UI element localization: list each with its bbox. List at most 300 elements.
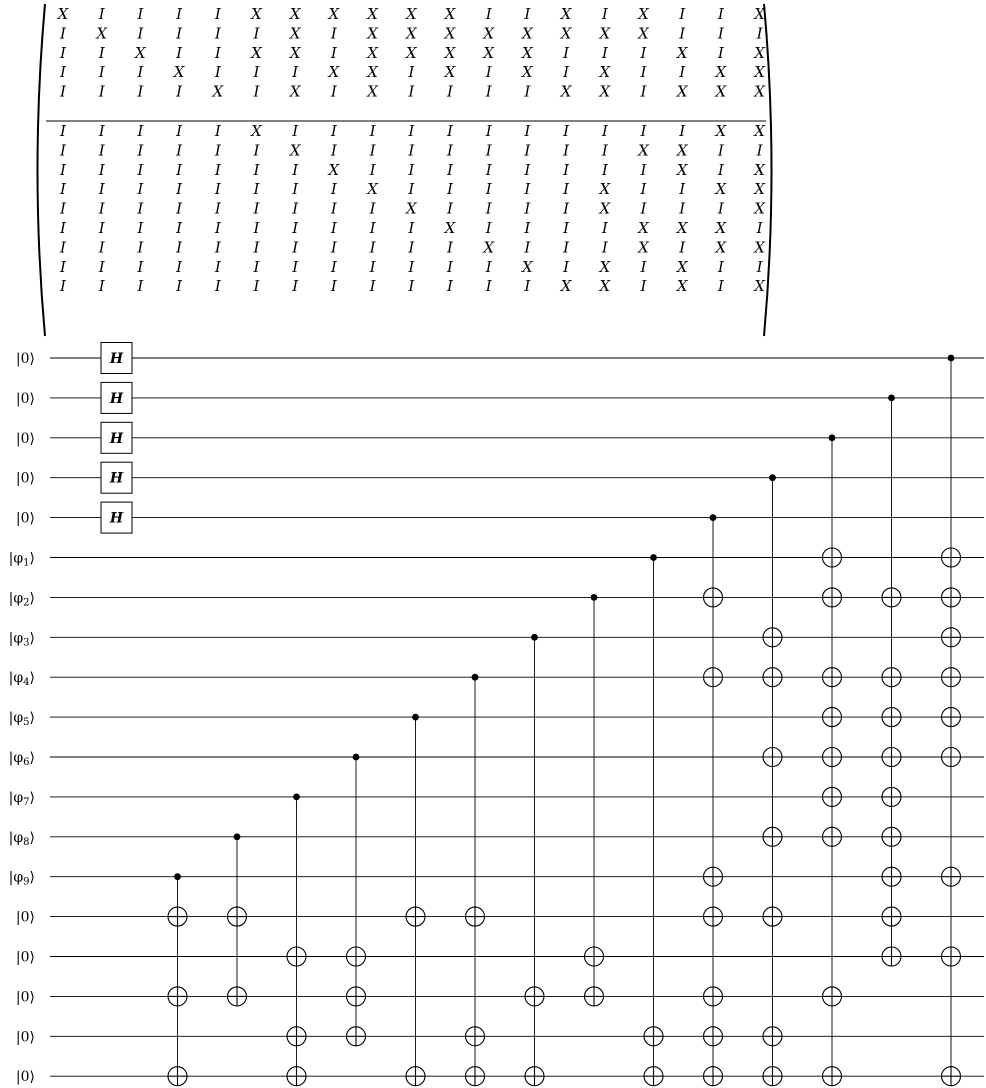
matrix-entry: I: [756, 219, 763, 237]
cnot-target: [704, 1067, 723, 1086]
matrix-entry: I: [330, 43, 337, 62]
matrix-entry: I: [756, 24, 763, 43]
matrix-entry: I: [601, 141, 608, 160]
cnot-target: [406, 907, 425, 926]
matrix-entry: I: [60, 257, 66, 276]
matrix-entry: I: [524, 122, 531, 140]
matrix-entry: X: [289, 5, 301, 23]
matrix-entry: X: [328, 5, 340, 23]
cnot-target: [882, 867, 901, 886]
cnot-target: [882, 708, 901, 727]
matrix-entry: X: [522, 43, 533, 62]
matrix-entry: I: [253, 219, 260, 237]
matrix-entry: I: [253, 141, 260, 160]
qubit-label-ket: ⟩: [29, 1029, 35, 1046]
cnot-gate-group: [466, 674, 485, 1086]
matrix-entry: I: [601, 43, 608, 62]
cnot-target: [287, 1027, 306, 1046]
matrix-entry: I: [98, 141, 105, 160]
matrix-entry: X: [367, 180, 378, 199]
matrix-entry: I: [485, 82, 492, 101]
matrix-entry: I: [369, 277, 376, 296]
matrix-entry: X: [367, 43, 378, 62]
matrix-entry: I: [137, 277, 144, 296]
matrix-entry: I: [60, 43, 66, 62]
control-dot: [948, 355, 955, 362]
matrix-entry: I: [98, 199, 105, 218]
matrix-entry: I: [214, 5, 221, 23]
matrix-entry: I: [640, 160, 647, 179]
matrix-entry: I: [485, 122, 492, 140]
matrix-entry: X: [715, 63, 727, 82]
matrix-entry: I: [563, 257, 570, 276]
cnot-target: [585, 987, 604, 1006]
cnot-target: [287, 947, 306, 966]
matrix-entry: X: [599, 24, 611, 43]
qubit-label-subscript: 3: [23, 637, 30, 649]
matrix-entry: I: [214, 238, 221, 257]
matrix-entry: X: [638, 238, 649, 257]
matrix-entry: X: [522, 257, 533, 276]
hadamard-gate-label: H: [109, 390, 124, 407]
matrix-right-parenthesis: [764, 4, 772, 336]
hadamard-gate-label: H: [109, 430, 124, 447]
qubit-label: [16, 391, 35, 407]
matrix-entry: X: [251, 43, 262, 62]
matrix-entry: I: [640, 180, 647, 199]
matrix-entry: I: [214, 160, 221, 179]
control-dot: [710, 514, 717, 521]
cnot-target: [823, 748, 842, 767]
cnot-target: [882, 748, 901, 767]
matrix-entry: I: [253, 24, 260, 43]
matrix-entry: I: [137, 141, 144, 160]
cnot-target: [823, 787, 842, 806]
matrix-entry: I: [447, 238, 453, 257]
matrix-entry: X: [754, 5, 765, 23]
cnot-gate-group: [228, 833, 247, 1006]
hadamard-gate-label: H: [109, 470, 124, 487]
hadamard-gate: [101, 382, 132, 413]
matrix-entry: I: [717, 160, 724, 179]
cnot-target: [823, 708, 842, 727]
cnot-gate-group: [882, 395, 901, 967]
matrix-entry: X: [560, 277, 572, 296]
cnot-gate-group: [585, 594, 604, 1006]
matrix-entry: I: [60, 63, 66, 82]
qubit-label-ket: ⟩: [29, 670, 35, 687]
matrix-entry: X: [289, 43, 301, 62]
matrix-entry: I: [447, 180, 453, 199]
matrix-entry: X: [328, 160, 340, 179]
qubit-label-ket: ⟩: [29, 351, 35, 367]
control-dot: [412, 714, 419, 721]
matrix-entry: I: [485, 199, 492, 218]
cnot-target: [882, 787, 901, 806]
qubit-label-state: |φ: [8, 789, 24, 806]
matrix-entry: X: [754, 122, 765, 140]
matrix-entry: X: [444, 219, 456, 237]
qubit-label-state: |0: [15, 989, 30, 1006]
matrix-entry: I: [563, 63, 570, 82]
cnot-target: [942, 588, 961, 607]
cnot-target: [347, 947, 366, 966]
matrix-entry: X: [638, 5, 649, 23]
matrix-entry: I: [524, 277, 531, 296]
cnot-target: [942, 708, 961, 727]
matrix-entry: X: [676, 257, 688, 276]
matrix-entry: I: [214, 24, 221, 43]
matrix-entry: I: [253, 180, 260, 199]
matrix-entry: I: [447, 257, 453, 276]
matrix-entry: I: [253, 277, 260, 296]
matrix-entry: I: [60, 199, 66, 218]
qubit-label-ket: ⟩: [29, 949, 35, 966]
matrix-entry: X: [367, 24, 378, 43]
qubit-label-state: |φ: [8, 710, 24, 727]
matrix-entry: I: [717, 277, 724, 296]
qubit-label-subscript: 7: [23, 796, 30, 808]
matrix-entry: I: [717, 24, 724, 43]
cnot-target: [168, 907, 187, 926]
matrix-entry: I: [253, 160, 260, 179]
matrix-entry: I: [176, 82, 183, 101]
control-dot: [650, 554, 657, 561]
hadamard-gate: [101, 343, 132, 374]
matrix-entry: X: [754, 160, 765, 179]
matrix-entry: I: [98, 180, 105, 199]
cnot-target: [704, 907, 723, 926]
qubit-label: [9, 670, 35, 688]
cnot-gate-group: [763, 474, 782, 1085]
matrix-entry: I: [253, 82, 260, 101]
control-dot: [472, 674, 479, 681]
matrix-entry: I: [60, 277, 66, 296]
qubit-label-state: |0: [15, 390, 30, 407]
matrix-entry: I: [408, 82, 415, 101]
matrix-entry: I: [679, 122, 686, 140]
cnot-target: [347, 1027, 366, 1046]
matrix-entry: I: [601, 219, 608, 237]
cnot-gate-group: [287, 794, 306, 1086]
qubit-label-state: |φ: [8, 750, 24, 766]
matrix-entry: I: [176, 257, 183, 276]
matrix-entry: I: [292, 199, 299, 218]
matrix-entry: X: [599, 63, 611, 82]
matrix-entry: X: [676, 219, 688, 237]
matrix-entry: I: [369, 122, 376, 140]
cnot-target: [763, 628, 782, 647]
matrix-entry: I: [214, 277, 221, 296]
matrix-entry: I: [253, 238, 260, 257]
matrix-entry: X: [444, 5, 456, 23]
matrix-entry: I: [640, 63, 647, 82]
cnot-target: [942, 867, 961, 886]
qubit-label-ket: ⟩: [29, 390, 35, 407]
matrix-entry: I: [214, 122, 221, 140]
qubit-label-ket: ⟩: [29, 470, 35, 487]
hadamard-gate: [101, 502, 132, 533]
matrix-entry: I: [214, 219, 221, 237]
qubit-label-state: |φ: [8, 590, 24, 607]
matrix-entry: X: [367, 82, 378, 101]
matrix-entry: I: [292, 63, 299, 82]
cnot-target: [823, 987, 842, 1006]
cnot-target: [466, 1027, 485, 1046]
qubit-label-state: |0: [15, 470, 30, 487]
matrix-entry: X: [212, 82, 224, 101]
matrix-entry: I: [369, 257, 376, 276]
matrix-entry: I: [485, 63, 492, 82]
matrix-entry: I: [176, 5, 183, 23]
matrix-entry: I: [330, 257, 337, 276]
matrix-entry: I: [408, 219, 415, 237]
cnot-target: [823, 827, 842, 846]
matrix-entry: I: [524, 82, 531, 101]
matrix-entry: I: [176, 277, 183, 296]
matrix-entry: I: [408, 63, 415, 82]
qubit-label-state: |0: [15, 351, 30, 367]
matrix-entry: I: [447, 82, 453, 101]
matrix-entry: I: [98, 277, 105, 296]
qubit-label-subscript: 2: [23, 597, 30, 609]
matrix-entry: X: [676, 141, 688, 160]
cnot-target: [763, 1027, 782, 1046]
matrix-entry: X: [599, 82, 611, 101]
cnot-target: [823, 668, 842, 687]
matrix-entry: X: [289, 141, 301, 160]
matrix-entry: I: [485, 277, 492, 296]
matrix-entry: X: [754, 82, 765, 101]
cnot-target: [763, 827, 782, 846]
matrix-entry: I: [330, 238, 337, 257]
matrix-entry: I: [563, 43, 570, 62]
qubit-label-ket: ⟩: [29, 869, 35, 886]
matrix-entry: X: [444, 63, 456, 82]
matrix-entry: I: [369, 199, 376, 218]
matrix-entry: X: [638, 219, 649, 237]
matrix-entry: X: [754, 238, 765, 257]
cnot-target: [287, 1067, 306, 1086]
cnot-target: [942, 748, 961, 767]
matrix-entry: I: [369, 219, 376, 237]
matrix-entry: X: [135, 43, 146, 62]
cnot-gate-group: [168, 873, 187, 1085]
cnot-target: [466, 1067, 485, 1086]
matrix-entry: I: [176, 141, 183, 160]
matrix-entry: I: [447, 141, 453, 160]
control-dot: [531, 634, 538, 641]
cnot-target: [168, 987, 187, 1006]
matrix-entry: I: [601, 160, 608, 179]
qubit-label-state: |φ: [8, 550, 24, 567]
matrix-entry: I: [137, 257, 144, 276]
matrix-entry: I: [330, 180, 337, 199]
qubit-label-ket: ⟩: [29, 989, 35, 1006]
matrix-entry: X: [522, 24, 533, 43]
cnot-gate-group: [704, 514, 723, 1086]
matrix-entry: I: [408, 277, 415, 296]
matrix-entry: X: [754, 180, 765, 199]
control-dot: [829, 434, 836, 441]
qubit-label-state: |φ: [8, 630, 24, 647]
matrix-entry: I: [563, 219, 570, 237]
qubit-label: [9, 590, 35, 608]
qubit-label-ket: ⟩: [29, 630, 35, 647]
matrix-entry: I: [717, 199, 724, 218]
matrix-entry: I: [601, 5, 608, 23]
matrix-entry: I: [330, 199, 337, 218]
qubit-label-state: |0: [15, 949, 30, 966]
matrix-entry: I: [330, 24, 337, 43]
cnot-target: [823, 1067, 842, 1086]
matrix-entry: I: [601, 122, 608, 140]
matrix-entry: I: [524, 160, 531, 179]
matrix-entry: I: [679, 199, 686, 218]
matrix-entry: X: [173, 63, 185, 82]
quantum-circuit: [9, 343, 984, 1086]
matrix-entry: I: [485, 160, 492, 179]
matrix-entry: X: [483, 24, 495, 43]
matrix-entry: I: [98, 238, 105, 257]
matrix-entry: I: [214, 180, 221, 199]
matrix-entry: I: [408, 238, 415, 257]
cnot-target: [942, 947, 961, 966]
matrix-entry: X: [483, 43, 495, 62]
matrix-entry: I: [98, 219, 105, 237]
matrix-entry: I: [485, 5, 492, 23]
matrix-entry: I: [679, 238, 686, 257]
matrix-entry: X: [754, 63, 765, 82]
control-dot: [888, 395, 895, 402]
qubit-label: [9, 750, 35, 768]
qubit-label-state: |φ: [8, 829, 24, 846]
matrix-entry: X: [367, 63, 378, 82]
matrix-entry: X: [599, 180, 611, 199]
matrix-entry: I: [292, 180, 299, 199]
qubit-label: [16, 989, 35, 1005]
matrix-entry: I: [485, 180, 492, 199]
matrix-entry: I: [640, 122, 647, 140]
qubit-label-ket: ⟩: [29, 550, 35, 567]
matrix-entry: X: [405, 5, 417, 23]
matrix-entry: I: [717, 141, 724, 160]
qubit-label-subscript: 4: [23, 677, 30, 689]
matrix-entry: I: [214, 63, 221, 82]
qubit-label-ket: ⟩: [29, 710, 35, 727]
matrix-entry: X: [599, 199, 611, 218]
matrix-entry: I: [98, 82, 105, 101]
matrix-entry: I: [330, 141, 337, 160]
cnot-target: [942, 668, 961, 687]
cnot-target: [763, 907, 782, 926]
matrix-entry: I: [524, 238, 531, 257]
matrix-entry: I: [679, 24, 686, 43]
matrix-entry: I: [292, 257, 299, 276]
cnot-target: [704, 987, 723, 1006]
matrix-entry: I: [60, 219, 66, 237]
qubit-label-state: |0: [15, 510, 30, 527]
matrix-entry: I: [717, 257, 724, 276]
matrix-entry: I: [524, 199, 531, 218]
cnot-target: [882, 668, 901, 687]
qubit-label: [9, 551, 35, 569]
matrix-entry: I: [447, 199, 453, 218]
cnot-target: [644, 1027, 663, 1046]
matrix-entry: I: [447, 122, 453, 140]
cnot-target: [525, 1067, 544, 1086]
qubit-label-subscript: 1: [23, 557, 30, 569]
cnot-target: [525, 987, 544, 1006]
qubit-label: [16, 511, 35, 527]
matrix-entry: I: [717, 43, 724, 62]
cnot-target: [942, 548, 961, 567]
matrix-entry: I: [214, 199, 221, 218]
matrix-entry: X: [676, 277, 688, 296]
matrix-entry: I: [524, 5, 531, 23]
matrix-entry: X: [483, 238, 495, 257]
qubit-label-ket: ⟩: [29, 829, 35, 846]
matrix-entry: I: [717, 5, 724, 23]
matrix-entry: I: [524, 180, 531, 199]
cnot-target: [763, 668, 782, 687]
control-dot: [293, 794, 300, 801]
qubit-label: [9, 630, 35, 648]
matrix-entry: X: [754, 43, 765, 62]
cnot-target: [763, 1067, 782, 1086]
control-dot: [174, 873, 181, 880]
matrix-entry: I: [485, 141, 492, 160]
cnot-target: [168, 1067, 187, 1086]
qubit-label-ket: ⟩: [29, 750, 35, 766]
matrix-entry: I: [756, 141, 763, 160]
qubit-label: [16, 910, 35, 926]
matrix-entry: X: [676, 82, 688, 101]
control-dot: [353, 754, 360, 761]
matrix-entry: I: [292, 219, 299, 237]
qubit-label-subscript: 6: [23, 757, 30, 768]
cnot-target: [704, 668, 723, 687]
matrix-entry: X: [560, 82, 572, 101]
matrix-entry: I: [640, 277, 647, 296]
matrix-entry: I: [292, 277, 299, 296]
matrix-entry: I: [98, 257, 105, 276]
cnot-gate-group: [525, 634, 544, 1086]
matrix-entry: X: [715, 238, 727, 257]
qubit-label-ket: ⟩: [29, 789, 35, 806]
cnot-target: [704, 588, 723, 607]
matrix-entry: I: [640, 199, 647, 218]
cnot-target: [228, 907, 247, 926]
matrix-entry: I: [214, 141, 221, 160]
matrix-entry: I: [640, 43, 647, 62]
matrix-entry: I: [60, 238, 66, 257]
qubit-label-state: |φ: [8, 670, 24, 687]
cnot-target: [823, 548, 842, 567]
matrix-entry: X: [251, 5, 262, 23]
parity-check-matrix: [38, 4, 772, 336]
matrix-entry: I: [640, 257, 647, 276]
matrix-entry: I: [137, 238, 144, 257]
matrix-entry: I: [330, 219, 337, 237]
matrix-entry: X: [560, 5, 572, 23]
matrix-entry: I: [563, 141, 570, 160]
qubit-label-state: |0: [15, 1069, 30, 1086]
matrix-entry: I: [176, 238, 183, 257]
qubit-label: [16, 1029, 35, 1045]
qubit-label-state: |φ: [8, 869, 24, 886]
matrix-entry: I: [640, 82, 647, 101]
